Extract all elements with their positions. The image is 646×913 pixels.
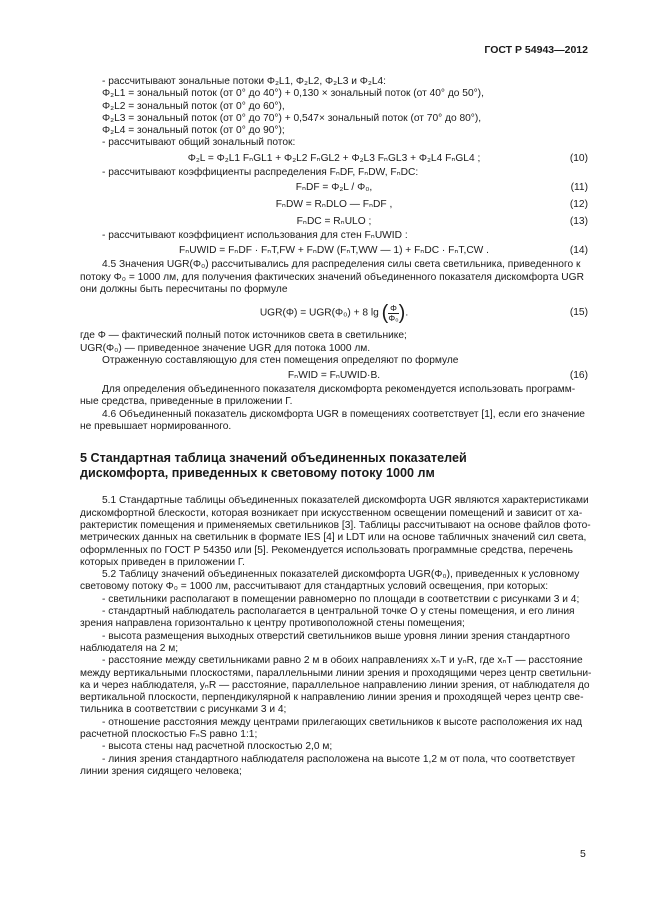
- text-line: тильника в соответствии с рисунками 3 и 4;: [80, 704, 287, 716]
- equation-lhs: UGR(Φ) = UGR(Φ₀) + 8 lg: [259, 307, 379, 319]
- text-line: - линия зрения стандартного наблюдателя расположена на высоте 1,2 м от пола, что соответствует: [102, 753, 576, 765]
- text-line: - расстояние между светильниками равно 2 м в обоих направлениях xₙT и yₙR, где xₙT — расстояние: [102, 655, 583, 667]
- fraction-numerator: Φ: [390, 302, 397, 313]
- text-line: - стандартный наблюдатель располагается в центральной точке О у стены помещения, и его линия: [102, 606, 575, 618]
- text-line: Φ₂L4 = зональный поток (от 0° до 90°);: [102, 125, 285, 137]
- fraction: [388, 304, 398, 323]
- equation-number: (14): [569, 245, 588, 257]
- equation-formula: Φ₂L = Φ₂L1 FₙGL1 + Φ₂L2 FₙGL2 + Φ₂L3 FₙGL3 + Φ₂L4 FₙGL4 ;: [187, 152, 481, 164]
- text-line: вертикальной плоскости, перпендикулярной к направлению линии зрения и проходящей через центр све-: [80, 692, 584, 704]
- text-line: - рассчитывают общий зональный поток:: [102, 137, 296, 149]
- text-line: - отношение расстояния между центрами прилегающих светильников к высоте расположения их над: [102, 716, 583, 728]
- equation-tail: .: [405, 307, 409, 319]
- text-line: - рассчитывают коэффициент использования для стен FₙUWID :: [102, 230, 408, 242]
- equation-number: (13): [569, 216, 588, 228]
- equation-14: [80, 242, 588, 259]
- text-line: Φ₂L3 = зональный поток (от 0° до 70°) + 0,547× зональный поток (от 70° до 80°),: [102, 112, 482, 124]
- section-heading: [80, 451, 588, 481]
- equation-number: (11): [570, 182, 588, 194]
- paren-close: ): [398, 302, 406, 325]
- text-line: 4.5 Значения UGR(Φ₀) рассчитывались для распределения силы света светильника, приведенного к: [102, 259, 581, 271]
- equation-10: [80, 150, 588, 167]
- fraction-denominator: Φ₀: [388, 312, 399, 323]
- text-line: линии зрения сидящего человека;: [80, 765, 242, 777]
- text-line: где Φ — фактический полный поток источников света в светильнике;: [80, 330, 407, 342]
- page-number: 5: [580, 848, 586, 860]
- equation-formula: FₙDC = RₙULO ;: [296, 216, 372, 228]
- document-header: ГОСТ Р 54943—2012: [484, 44, 588, 56]
- text-line: ные средства, приведенные в приложении Г.: [80, 396, 293, 408]
- text-line: оформленных по ГОСТ Р 54350 или [5]. Рекомендуется использовать программные средства, перечень: [80, 544, 573, 556]
- equation-11: [80, 179, 588, 196]
- paren-open: (: [381, 302, 389, 325]
- equation-15: [80, 296, 588, 330]
- equation-formula: FₙDF = Φ₂L / Φ₀,: [295, 182, 373, 194]
- text-line: - высота стены над расчетной плоскостью 2,0 м;: [102, 741, 333, 753]
- text-line: - высота размещения выходных отверстий светильников выше уровня линии зрения стандартного: [102, 630, 570, 642]
- text-line: потоку Φ₀ = 1000 лм, для получения фактических значений объединенного показателя дискомфорта UGR: [80, 271, 584, 283]
- text-line: зрения направлена горизонтально к центру противоположной стены помещения;: [80, 618, 465, 630]
- text-line: метрических данных на светильник в формате IES [4] и LDT или на основе табличных значений сил света,: [80, 532, 587, 544]
- text-line: - рассчитывают зональные потоки Φ₂L1, Φ₂L2, Φ₂L3 и Φ₂L4:: [102, 76, 387, 87]
- equation-number: (15): [569, 307, 588, 319]
- text-line: Для определения объединенного показателя дискомфорта рекомендуется использовать программ-: [102, 384, 576, 396]
- text-line: Отраженную составляющую для стен помещения определяют по формуле: [102, 354, 459, 366]
- text-line: 4.6 Объединенный показатель дискомфорта UGR в помещениях соответствует [1], если его значение: [102, 408, 585, 420]
- text-line: расчетной плоскостью FₙS равно 1:1;: [80, 728, 258, 740]
- equation-number: (16): [569, 370, 588, 382]
- text-line: они должны быть пересчитаны по формуле: [80, 283, 288, 295]
- text-line: между вертикальными плоскостями, параллельными линии зрения и проходящими через центр светильни-: [80, 667, 592, 679]
- text-line: UGR(Φ₀) — приведенное значение UGR для потока 1000 лм.: [80, 342, 371, 354]
- page-content: [80, 76, 592, 778]
- text-line: - рассчитывают коэффициенты распределения FₙDF, FₙDW, FₙDC:: [102, 166, 419, 178]
- text-line: 5.2 Таблицу значений объединенных показателей дискомфорта UGR(Φ₀), приведенных к условному: [102, 569, 580, 581]
- equation-13: [80, 213, 588, 230]
- text-line: ка и через наблюдателя, yₙR — расстояние, параллельное направлению линии зрения, от наблюдателя до: [80, 679, 590, 691]
- text-line: - светильники располагают в помещении равномерно по площади в соответствии с рисунками 3 и 4;: [102, 593, 580, 605]
- text-line: наблюдателя на 2 м;: [80, 642, 179, 654]
- equation-number: (12): [569, 199, 588, 211]
- text-line: дискомфортной блескости, которая возникает при искусственном освещении помещений и зависит от ха-: [80, 507, 583, 519]
- equation-formula: FₙWID = FₙUWID·B.: [287, 370, 381, 382]
- equation-12: [80, 196, 588, 213]
- text-line: световому потоку Φ₀ = 1000 лм, рассчитывают для стандартных условий освещения, при которых:: [80, 581, 549, 593]
- equation-formula: FₙUWID = FₙDF · FₙT,FW + FₙDW (FₙT,WW — 1) + FₙDC · FₙT,CW .: [179, 245, 489, 257]
- equation-formula: FₙDW = RₙDLO — FₙDF ,: [275, 199, 393, 211]
- text-line: рактеристик помещения и применяемых светильников [3]. Таблицы рассчитывают на основе файлов фото-: [80, 519, 591, 531]
- text-line: которых приведен в приложении Г.: [80, 556, 245, 568]
- equation-number: (10): [569, 152, 588, 164]
- section-heading-line: дискомфорта, приведенных к световому потоку 1000 лм: [80, 466, 435, 481]
- equation-16: [80, 367, 588, 384]
- text-line: Φ₂L2 = зональный поток (от 0° до 60°),: [102, 100, 285, 112]
- equation-formula: [80, 296, 588, 331]
- section-heading-line: 5 Стандартная таблица значений объединенных показателей: [80, 451, 467, 466]
- text-line: Φ₂L1 = зональный поток (от 0° до 40°) + 0,130 × зональный поток (от 40° до 50°),: [102, 88, 484, 100]
- text-line: не превышает нормированного.: [80, 421, 232, 433]
- text-line: 5.1 Стандартные таблицы объединенных показателей дискомфорта UGR являются характеристиками: [102, 495, 589, 507]
